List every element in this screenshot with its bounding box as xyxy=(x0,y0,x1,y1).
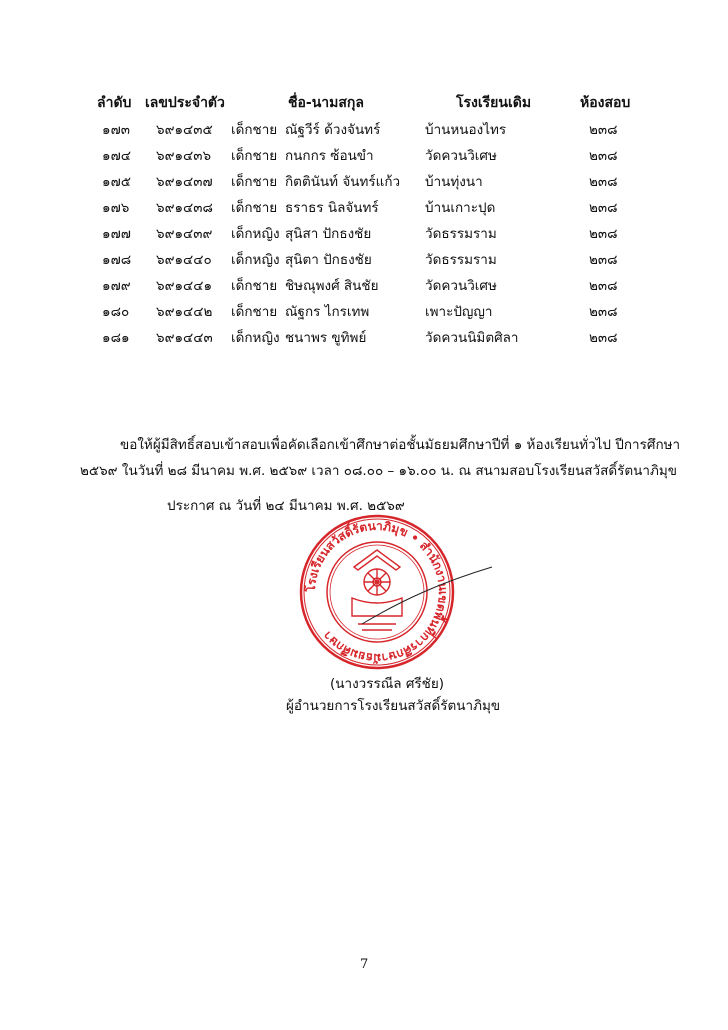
row-prefix: เด็กชาย xyxy=(231,148,278,164)
row-id: ๖๙๑๔๔๑ xyxy=(156,278,213,294)
table-row xyxy=(0,251,728,277)
table-row xyxy=(0,173,728,199)
row-name: กนกกร ซ้อนขำ xyxy=(285,148,374,164)
table-row xyxy=(0,277,728,303)
row-no: ๑๗๘ xyxy=(102,252,132,268)
row-name: ชิษณุพงศ์ สินชัย xyxy=(285,278,379,294)
header-name: ชื่อ-นามสกุล xyxy=(288,95,364,111)
row-room: ๒๓๘ xyxy=(589,148,618,164)
row-id: ๖๙๑๔๔๐ xyxy=(156,252,212,268)
row-school: วัดควนวิเศษ xyxy=(425,148,497,164)
row-id: ๖๙๑๔๓๕ xyxy=(156,122,213,138)
row-room: ๒๓๘ xyxy=(589,330,618,346)
row-prefix: เด็กชาย xyxy=(231,278,278,294)
row-id: ๖๙๑๔๔๒ xyxy=(156,304,213,320)
row-id: ๖๙๑๔๔๓ xyxy=(156,330,213,346)
row-room: ๒๓๘ xyxy=(589,200,618,216)
announce-date: ประกาศ ณ วันที่ ๒๔ มีนาคม พ.ศ. ๒๕๖๙ xyxy=(167,498,405,514)
row-school: บ้านหนองไทร xyxy=(425,122,507,138)
header-id: เลขประจำตัว xyxy=(145,95,225,111)
row-name: สุนิตา ปักธงชัย xyxy=(285,252,372,268)
signer-name: (นางวรรณีล ศรีชัย) xyxy=(330,676,444,692)
row-prefix: เด็กหญิง xyxy=(231,252,280,268)
row-no: ๑๘๑ xyxy=(102,330,130,346)
seal-ring-text: โรงเรียนสวัสดิ์รัตนาภิมุข • สำนักงานเขตพื้นที่การศึกษามัธยมศึกษา xyxy=(303,518,451,666)
row-prefix: เด็กชาย xyxy=(231,304,278,320)
row-school: วัดควนวิเศษ xyxy=(425,278,497,294)
notice-line-2: ๒๕๖๙ ในวันที่ ๒๘ มีนาคม พ.ศ. ๒๕๖๙ เวลา ๐๘.๐๐ – ๑๖.๐๐ น. ณ สนามสอบโรงเรียนสวัสดิ์รัตนาภิมุข xyxy=(80,463,677,479)
row-prefix: เด็กชาย xyxy=(231,122,278,138)
row-room: ๒๓๘ xyxy=(589,122,618,138)
row-no: ๑๗๖ xyxy=(102,200,130,216)
row-no: ๑๗๙ xyxy=(102,278,131,294)
row-room: ๒๓๘ xyxy=(589,278,618,294)
table-row xyxy=(0,303,728,329)
row-room: ๒๓๘ xyxy=(589,174,618,190)
row-prefix: เด็กชาย xyxy=(231,174,278,190)
row-name: กิตตินันท์ จันทร์แก้ว xyxy=(285,174,401,190)
row-no: ๑๗๗ xyxy=(102,226,131,242)
row-prefix: เด็กหญิง xyxy=(231,226,280,242)
row-no: ๑๗๔ xyxy=(102,148,131,164)
row-room: ๒๓๘ xyxy=(589,304,618,320)
row-id: ๖๙๑๔๓๙ xyxy=(156,226,213,242)
table-row xyxy=(0,329,728,355)
row-school: วัดธรรมราม xyxy=(425,252,497,268)
table-row xyxy=(0,147,728,173)
row-room: ๒๓๘ xyxy=(589,226,618,242)
official-seal-icon xyxy=(292,512,502,672)
row-school: บ้านเกาะปุด xyxy=(425,200,496,216)
row-no: ๑๗๓ xyxy=(102,122,130,138)
row-name: สุนิสา ปักธงชัย xyxy=(285,226,372,242)
table-row xyxy=(0,225,728,251)
row-no: ๑๘๐ xyxy=(102,304,130,320)
row-no: ๑๗๕ xyxy=(102,174,131,190)
row-name: ธราธร นิลจันทร์ xyxy=(285,200,379,216)
header-room: ห้องสอบ xyxy=(580,95,631,111)
row-prefix: เด็กหญิง xyxy=(231,330,280,346)
row-id: ๖๙๑๔๓๗ xyxy=(156,174,213,190)
signer-title: ผู้อำนวยการโรงเรียนสวัสดิ์รัตนาภิมุข xyxy=(286,698,501,714)
page-number: 7 xyxy=(360,957,369,972)
row-prefix: เด็กชาย xyxy=(231,200,278,216)
row-school: วัดธรรมราม xyxy=(425,226,497,242)
header-no: ลำดับ xyxy=(97,95,132,111)
row-school: วัดควนนิมิตศิลา xyxy=(425,330,519,346)
row-room: ๒๓๘ xyxy=(589,252,618,268)
header-school: โรงเรียนเดิม xyxy=(456,95,532,111)
row-school: เพาะปัญญา xyxy=(425,304,493,320)
notice-line-1: ขอให้ผู้มีสิทธิ์สอบเข้าสอบเพื่อคัดเลือกเข้าศึกษาต่อชั้นมัธยมศึกษาปีที่ ๑ ห้องเรียนทั่วไป ปีการศึกษา xyxy=(120,437,681,453)
table-row xyxy=(0,199,728,225)
row-id: ๖๙๑๔๓๖ xyxy=(156,148,212,164)
row-name: ชนาพร ขูทิพย์ xyxy=(285,330,367,346)
row-name: ณัฐวีร์ ด้วงจันทร์ xyxy=(285,122,381,138)
row-school: บ้านทุ่งนา xyxy=(425,174,483,190)
row-name: ณัฐกร ไกรเทพ xyxy=(285,304,370,320)
row-id: ๖๙๑๔๓๘ xyxy=(156,200,213,216)
table-row xyxy=(0,121,728,147)
